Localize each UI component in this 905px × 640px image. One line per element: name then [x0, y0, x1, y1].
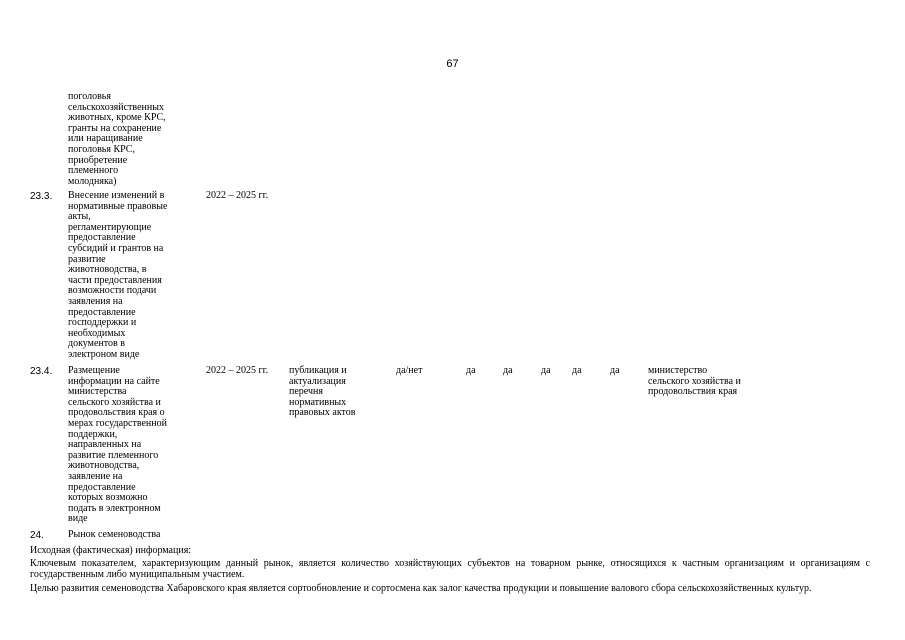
- unit-cell: да/нет: [396, 365, 423, 376]
- measure-cell: Внесение изменений в нормативные правовые акты, регламентирующие предоставление субсидий и грантов на развитие животноводства, в части предоставления возможности подачи заявления на предоставление господдержки и необходимых документов в электроном виде: [68, 190, 168, 360]
- paragraph: Целью развития семеноводства Хабаровского края является сортообновление и сортосмена как залог качества продукции и повышение валового сбора сельскохозяйственных культур.: [30, 583, 812, 594]
- value-cell: да: [572, 365, 582, 376]
- period-cell: 2022 – 2025 гг.: [206, 190, 269, 201]
- value-cell: да: [610, 365, 620, 376]
- section-title: Рынок семеноводства: [68, 529, 161, 540]
- indicator-cell: публикация и актуализация перечня нормативных правовых актов: [289, 365, 356, 419]
- row-number: 23.4.: [30, 366, 53, 377]
- period-cell: 2022 – 2025 гг.: [206, 365, 269, 376]
- row-number: 23.3.: [30, 191, 53, 202]
- paragraph: Исходная (фактическая) информация:: [30, 545, 192, 556]
- value-cell: да: [503, 365, 513, 376]
- page-number: 67: [446, 58, 459, 70]
- value-cell: да: [541, 365, 551, 376]
- section-number: 24.: [30, 530, 44, 541]
- continuation-cell: поголовья сельскохозяйственных животных, кроме КРС, гранты на сохранение или наращивание поголовья КРС, приобретение племенного молодняка): [68, 91, 166, 187]
- paragraph: Ключевым показателем, характеризующим данный рынок, является количество хозяйствующих субъектов на товарном рынке, относящихся к частным организациям и организациям с государственным либо муниципальным участием.: [30, 558, 870, 580]
- measure-cell: Размещение информации на сайте министерства сельского хозяйства и продовольствия края о мерах государственной поддержки, направленных на развитие племенного животноводства, заявление на предоставление которых возможно подать в электронном виде: [68, 365, 167, 525]
- value-cell: да: [466, 365, 476, 376]
- responsible-cell: министерство сельского хозяйства и продовольствия края: [648, 365, 741, 398]
